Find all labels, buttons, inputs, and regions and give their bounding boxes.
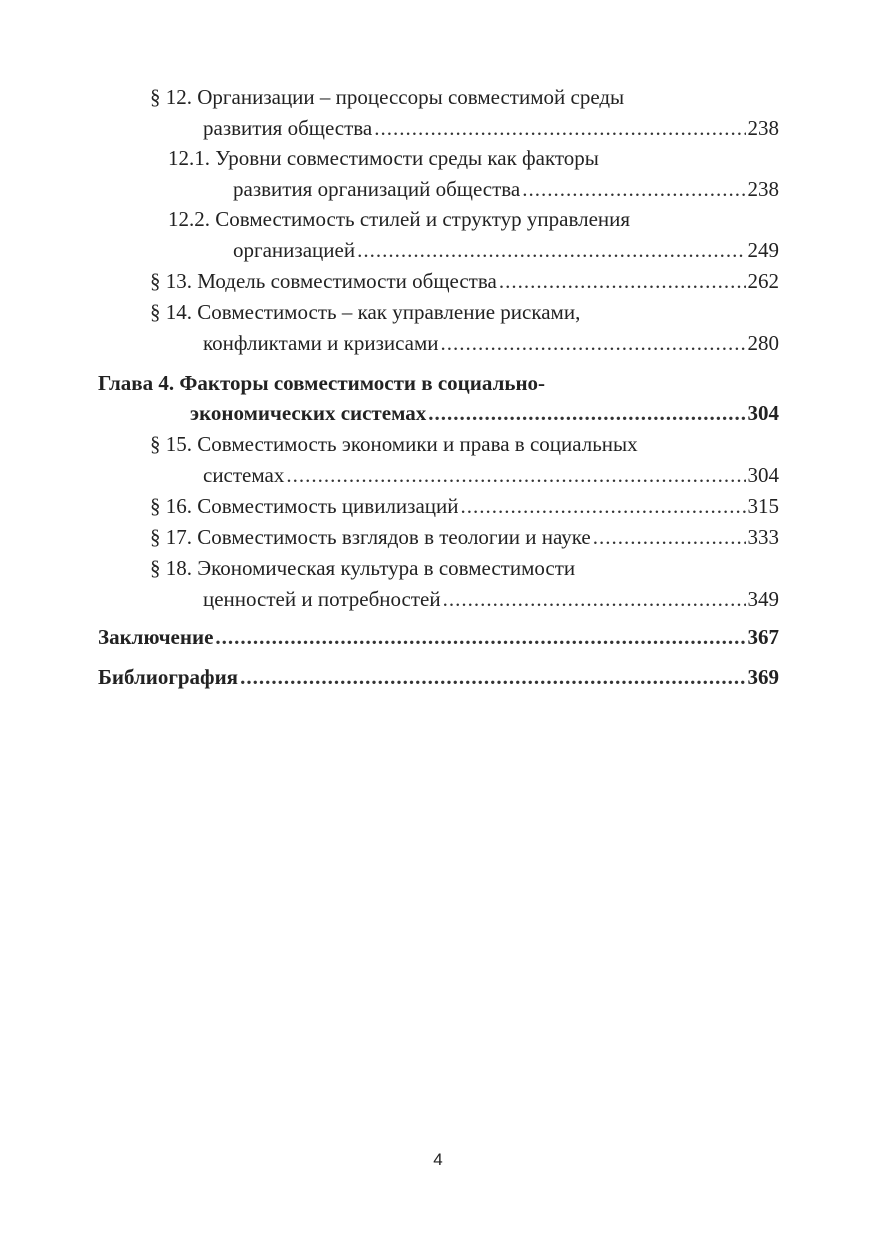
dot-leader: [286, 460, 745, 490]
toc-entry-12-page: 238: [747, 116, 779, 140]
toc-entry-17-title: § 17. Совместимость взглядов в теологии и науке: [150, 525, 591, 549]
toc-entry-18-title: § 18. Экономическая культура в совместимости: [150, 556, 576, 580]
toc-bibliography-title: Библиография: [98, 665, 239, 689]
toc-entry-15-title: § 15. Совместимость экономики и права в социальных: [150, 432, 638, 456]
toc-entry-13[interactable]: [150, 266, 779, 296]
toc-entry-12-2[interactable]: [233, 235, 779, 265]
toc-chapter-4-title: Глава 4. Факторы совместимости в социально-: [98, 371, 546, 395]
page-number: 4: [433, 1150, 443, 1169]
toc-entry-12-title-cont: развития общества: [203, 116, 373, 140]
toc-entry-12-1-title: 12.1. Уровни совместимости среды как факторы: [168, 146, 599, 170]
toc-chapter-4-page: 304: [747, 401, 779, 425]
toc-entry-12-1-title-cont: развития организаций общества: [233, 177, 521, 201]
toc-entry-12-title: § 12. Организации – процессоры совместимой среды: [150, 85, 625, 109]
toc-entry-18-title-cont: ценностей и потребностей: [203, 587, 441, 611]
toc-entry-14-title-cont: конфликтами и кризисами: [203, 331, 439, 355]
toc-entry-15-page: 304: [747, 463, 779, 487]
toc-entry-14-title: § 14. Совместимость – как управление рисками,: [150, 300, 581, 324]
toc-entry-14[interactable]: [203, 328, 779, 358]
toc-entry-16-page: 315: [747, 494, 779, 518]
toc-entry-15[interactable]: [203, 460, 779, 490]
dot-leader: [499, 266, 746, 296]
toc-entry-18-page: 349: [747, 587, 779, 611]
toc-conclusion-page: 367: [747, 625, 779, 649]
toc-chapter-4-title-cont: экономических системах: [190, 401, 427, 425]
dot-leader: [443, 584, 746, 614]
dot-leader: [240, 662, 745, 692]
toc-entry-12-2-title: 12.2. Совместимость стилей и структур управления: [168, 207, 631, 231]
dot-leader: [441, 328, 746, 358]
dot-leader: [357, 235, 745, 265]
toc-bibliography[interactable]: [98, 662, 779, 692]
toc-entry-18[interactable]: [203, 584, 779, 614]
toc-entry-16-title: § 16. Совместимость цивилизаций: [150, 494, 459, 518]
toc-entry-12-1-page: 238: [747, 177, 779, 201]
toc-entry-12-2-page: 249: [747, 238, 779, 262]
toc-chapter-4[interactable]: [190, 398, 779, 428]
toc-entry-13-page: 262: [747, 269, 779, 293]
dot-leader: [461, 491, 746, 521]
toc-conclusion[interactable]: [98, 622, 779, 652]
toc-entry-12-1[interactable]: [233, 174, 779, 204]
toc-conclusion-title: Заключение: [98, 625, 214, 649]
dot-leader: [374, 113, 745, 143]
dot-leader: [593, 522, 746, 552]
toc-bibliography-page: 369: [747, 665, 779, 689]
toc-entry-17-page: 333: [747, 525, 779, 549]
toc-entry-13-title: § 13. Модель совместимости общества: [150, 269, 497, 293]
toc-entry-14-page: 280: [747, 331, 779, 355]
toc-entry-12[interactable]: [203, 113, 779, 143]
toc-entry-17[interactable]: [150, 522, 779, 552]
dot-leader: [428, 398, 745, 428]
dot-leader: [215, 622, 745, 652]
dot-leader: [522, 174, 745, 204]
toc-entry-16[interactable]: [150, 491, 779, 521]
toc-entry-15-title-cont: системах: [203, 463, 285, 487]
toc-entry-12-2-title-cont: организацией: [233, 238, 356, 262]
